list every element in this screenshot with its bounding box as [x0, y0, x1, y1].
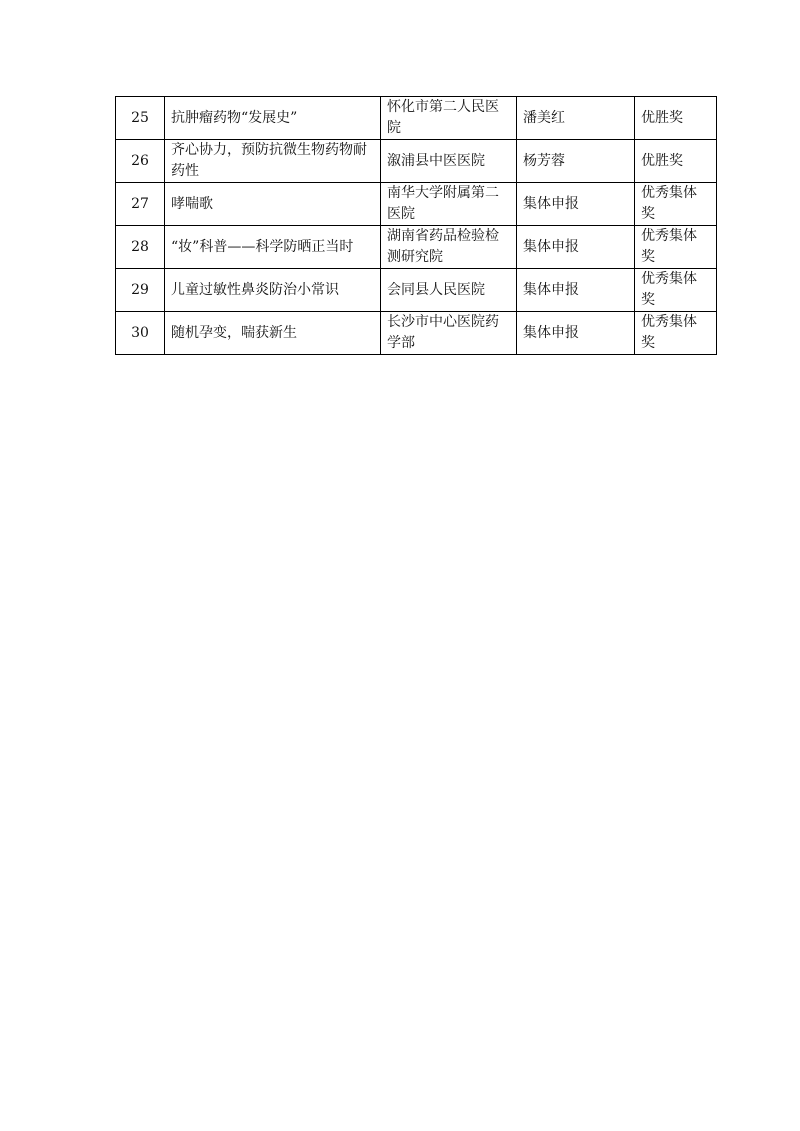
organization: 南华大学附属第二医院 — [381, 183, 517, 226]
organization: 会同县人民医院 — [381, 269, 517, 312]
award: 优秀集体奖 — [635, 269, 717, 312]
award: 优胜奖 — [635, 97, 717, 140]
author: 集体申报 — [517, 183, 635, 226]
author: 杨芳蓉 — [517, 140, 635, 183]
table-row — [116, 226, 717, 269]
row-number: 28 — [116, 226, 165, 269]
table-row — [116, 140, 717, 183]
row-number: 29 — [116, 269, 165, 312]
table-row — [116, 97, 717, 140]
organization: 怀化市第二人民医院 — [381, 97, 517, 140]
work-title: 随机孕变，喘获新生 — [165, 312, 381, 355]
award: 优秀集体奖 — [635, 226, 717, 269]
table-row — [116, 312, 717, 355]
row-number: 27 — [116, 183, 165, 226]
organization: 湖南省药品检验检测研究院 — [381, 226, 517, 269]
table-row — [116, 269, 717, 312]
award: 优秀集体奖 — [635, 183, 717, 226]
row-number: 25 — [116, 97, 165, 140]
author: 集体申报 — [517, 226, 635, 269]
row-number: 26 — [116, 140, 165, 183]
work-title: 儿童过敏性鼻炎防治小常识 — [165, 269, 381, 312]
award: 优胜奖 — [635, 140, 717, 183]
work-title: 齐心协力，预防抗微生物药物耐药性 — [165, 140, 381, 183]
work-title: 抗肿瘤药物“发展史” — [165, 97, 381, 140]
row-number: 30 — [116, 312, 165, 355]
author: 集体申报 — [517, 269, 635, 312]
author: 潘美红 — [517, 97, 635, 140]
work-title: 哮喘歌 — [165, 183, 381, 226]
organization: 溆浦县中医医院 — [381, 140, 517, 183]
organization: 长沙市中心医院药学部 — [381, 312, 517, 355]
author: 集体申报 — [517, 312, 635, 355]
awards-table — [115, 96, 717, 355]
award: 优秀集体奖 — [635, 312, 717, 355]
work-title: “妆”科普——科学防晒正当时 — [165, 226, 381, 269]
table-row — [116, 183, 717, 226]
